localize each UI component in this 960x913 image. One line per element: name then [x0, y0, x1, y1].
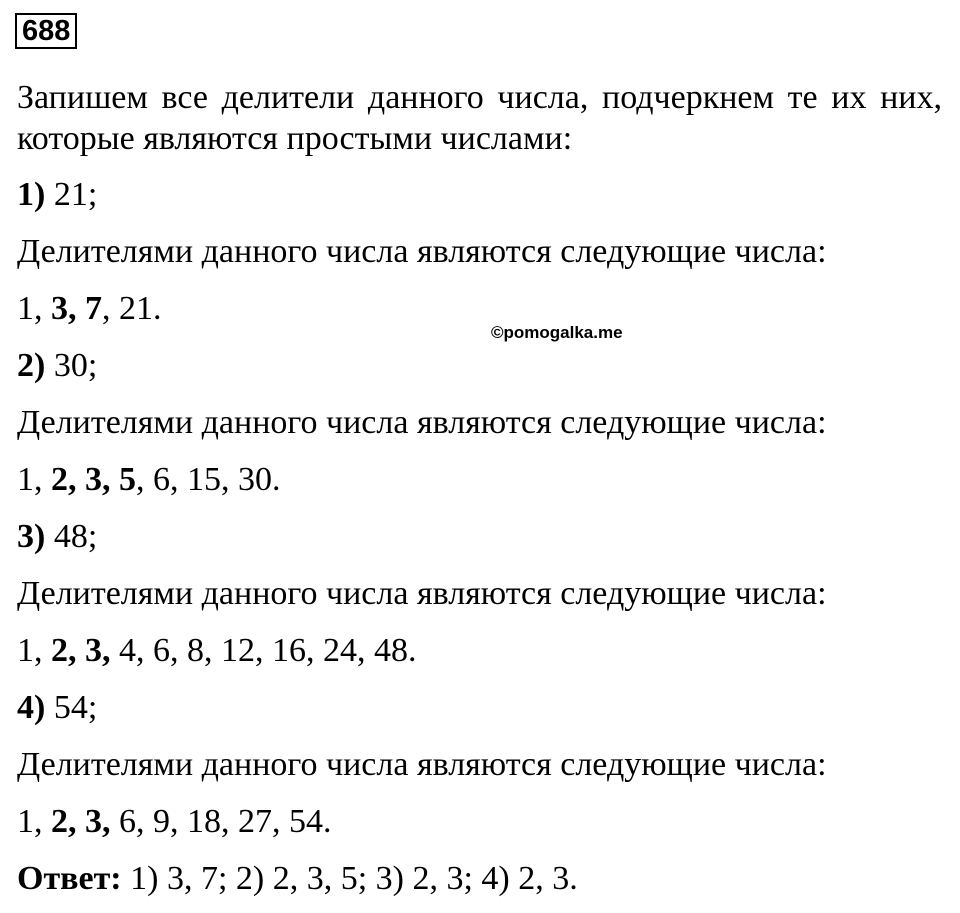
item-3-divisors-start: 1,: [17, 632, 51, 669]
problem-number: 688: [22, 15, 71, 47]
item-4-divisors: [17, 802, 332, 842]
item-4-heading: [17, 688, 97, 728]
item-3-divisors: [17, 631, 417, 671]
item-3-prime-divisors: 2, 3,: [51, 632, 111, 669]
answer-label: Ответ:: [17, 860, 122, 897]
item-2-prime-divisors: 2, 3, 5: [51, 461, 136, 498]
item-2-label: 2): [17, 347, 46, 384]
item-4-number: 54;: [53, 689, 98, 726]
item-1-number: 21;: [53, 176, 98, 213]
item-2-number: 30;: [53, 347, 98, 384]
intro-paragraph: Запишем все делители данного числа, подчеркнем те их них, которые являются простыми числами:: [17, 79, 942, 157]
item-2-divisors: [17, 460, 281, 500]
item-3-divisors-label: Делителями данного числа являются следующие числа:: [17, 575, 827, 612]
item-4-label: 4): [17, 689, 46, 726]
item-4-divisors-label: Делителями данного числа являются следующие числа:: [17, 746, 827, 783]
item-1-divisors-label: Делителями данного числа являются следующие числа:: [17, 233, 827, 270]
answer-line: [17, 859, 578, 899]
item-1-heading: [17, 175, 97, 215]
item-2-divisors-end: , 6, 15, 30.: [136, 461, 281, 498]
item-2-divisors-start: 1,: [17, 461, 51, 498]
item-4-prime-divisors: 2, 3,: [51, 803, 111, 840]
item-1-divisors-start: 1,: [17, 290, 51, 327]
item-2-divisors-label: Делителями данного числа являются следующие числа:: [17, 404, 827, 441]
item-3-label: 3): [17, 518, 46, 555]
watermark: ©pomogalka.me: [491, 323, 623, 342]
problem-number-box: [15, 13, 77, 49]
answer-text: 1) 3, 7; 2) 2, 3, 5; 3) 2, 3; 4) 2, 3.: [121, 860, 578, 897]
item-4-divisors-end: 6, 9, 18, 27, 54.: [110, 803, 332, 840]
item-1-prime-divisors: 3, 7: [51, 290, 102, 327]
item-1-label: 1): [17, 176, 46, 213]
item-3-divisors-end: 4, 6, 8, 12, 16, 24, 48.: [110, 632, 417, 669]
item-1-divisors: [17, 289, 162, 329]
item-1-divisors-end: , 21.: [102, 290, 162, 327]
item-4-divisors-start: 1,: [17, 803, 51, 840]
item-3-number: 48;: [53, 518, 98, 555]
item-2-heading: [17, 346, 97, 386]
item-3-heading: [17, 517, 97, 557]
